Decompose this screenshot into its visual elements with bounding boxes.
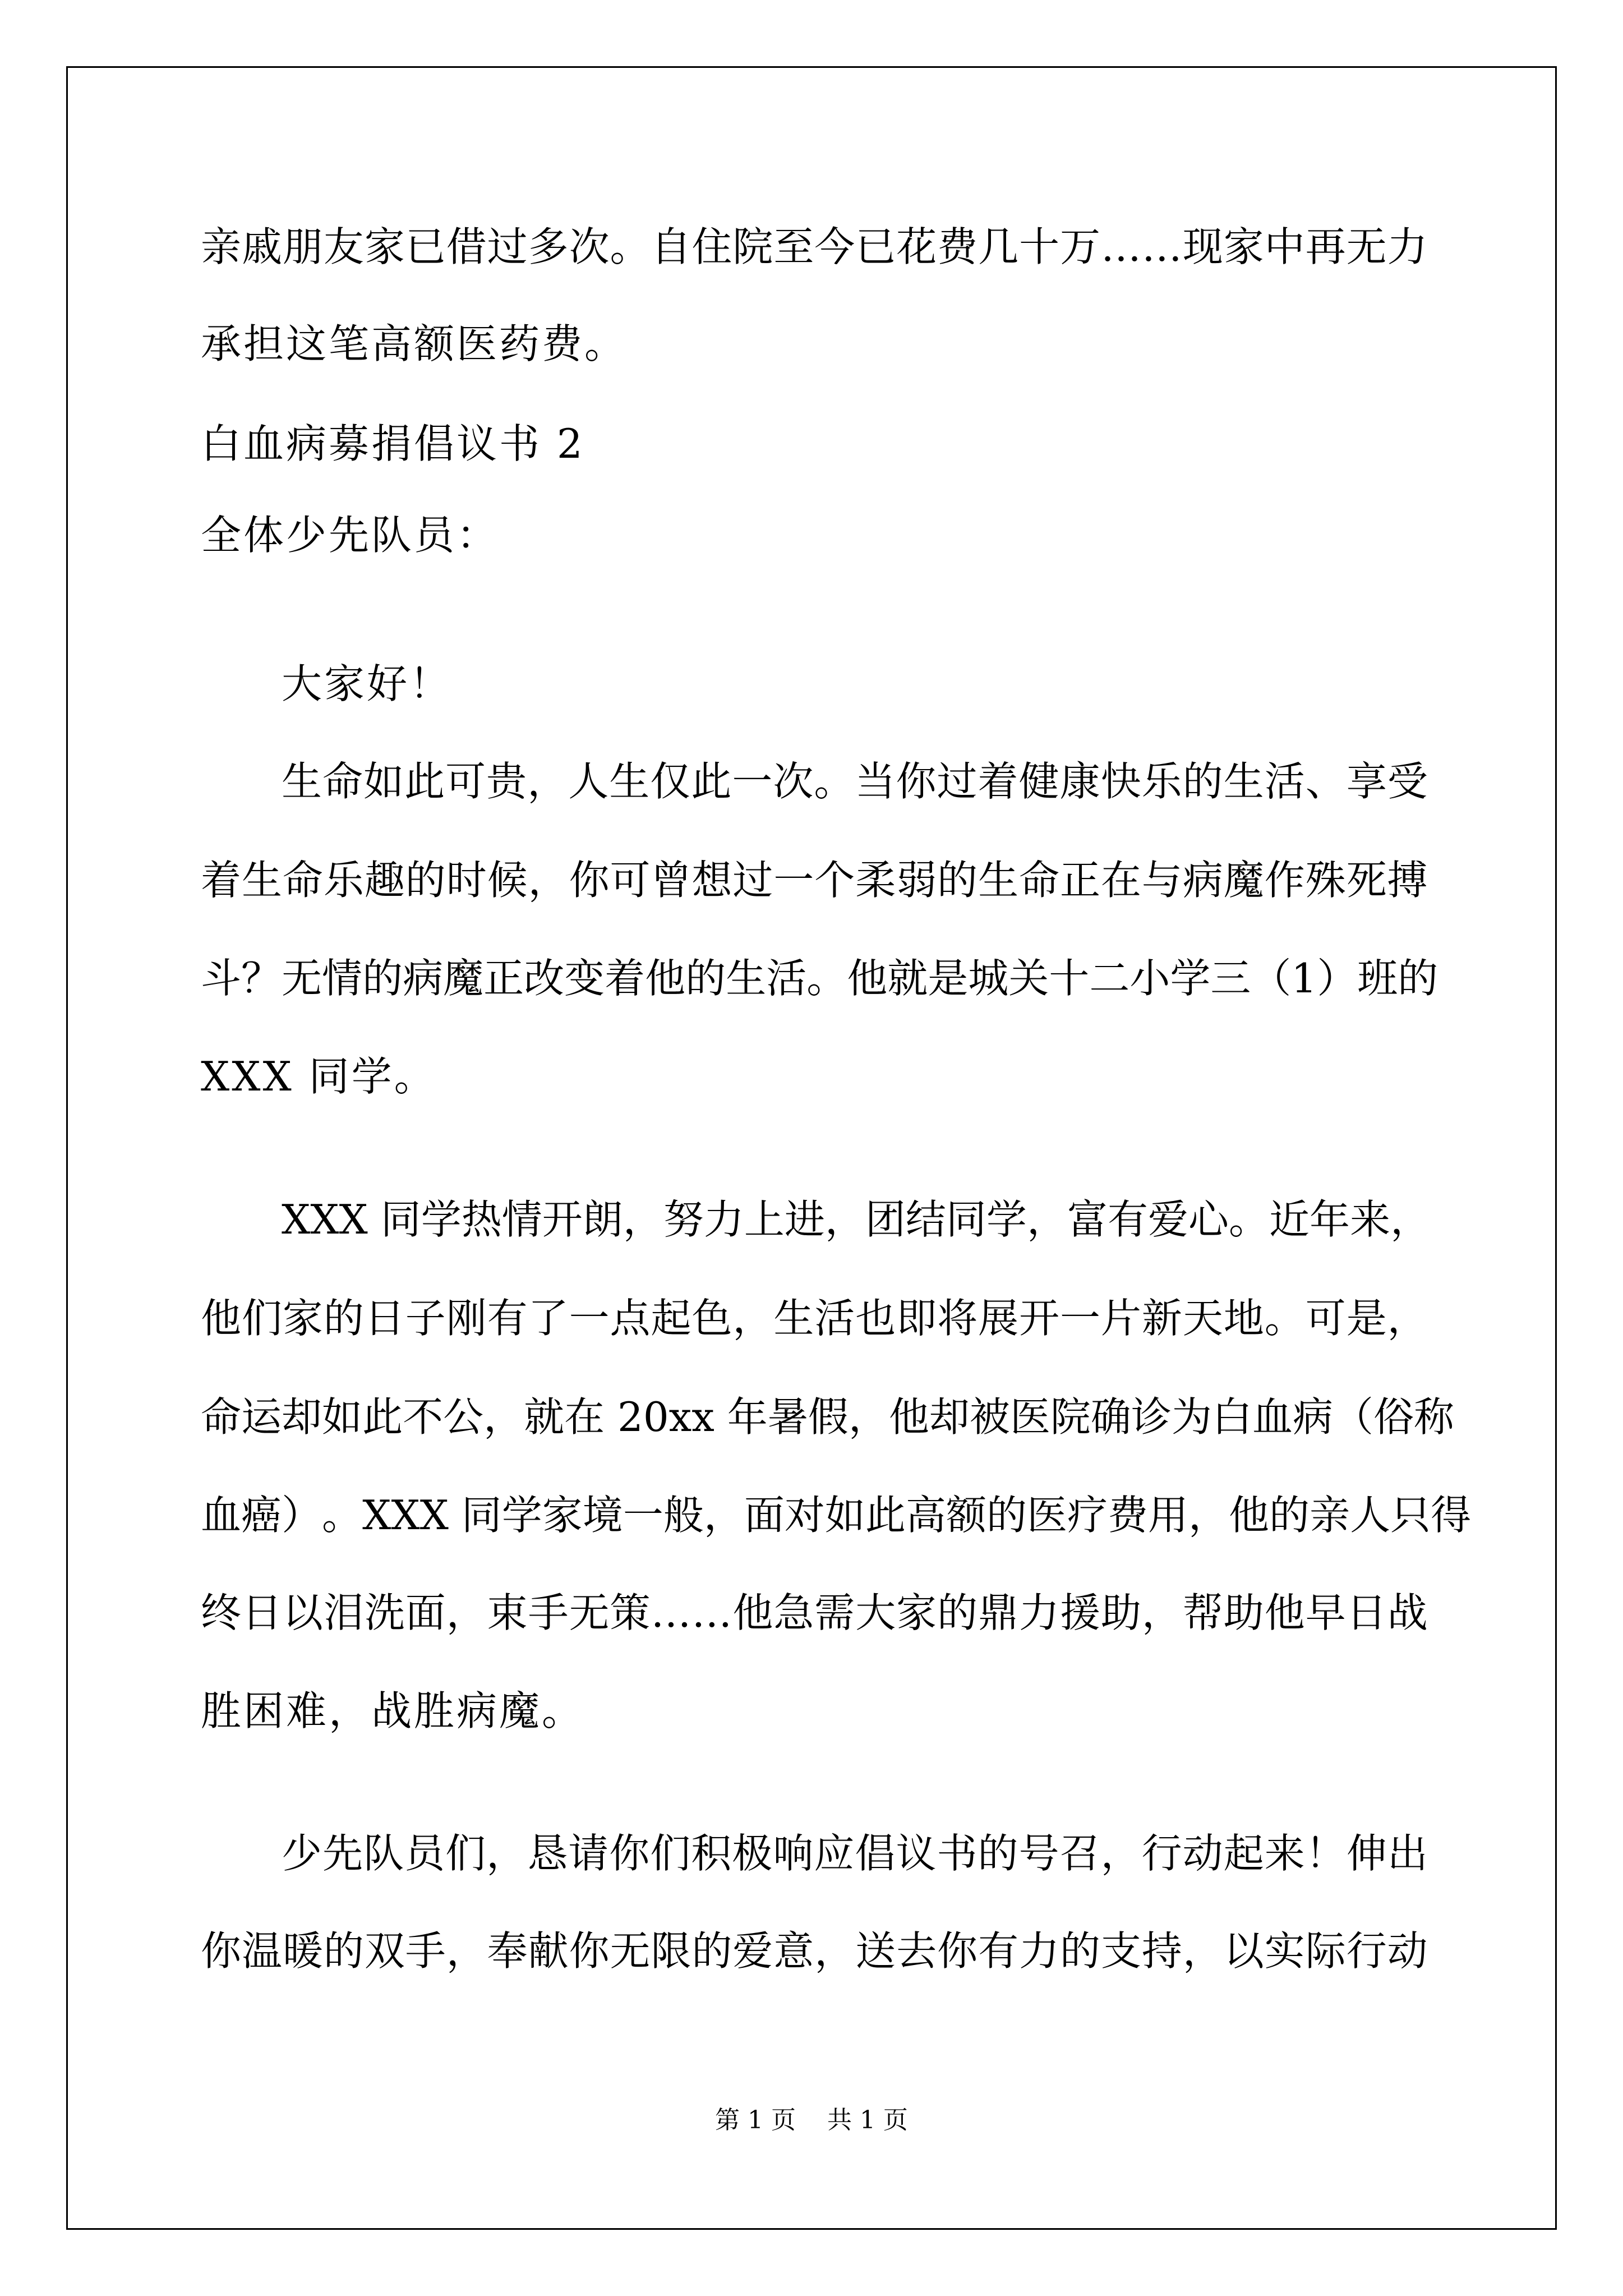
paragraph-1-line-2: 着 生 命 乐 趣 的 时 候 ， 你 可 曾 想 过 一 个 柔 弱 的 生 命 正 在 与 病 魔 作 殊 死 搏 <box>201 857 1428 904</box>
paragraph-2-line-4: 血 癌 ） 。 X X X 同 学 家 境 一 般 ， 面 对 如 此 高 额 的 医 疗 费 用 ， 他 的 亲 人 只 得 <box>201 1492 1472 1539</box>
body-line-2: 承担这笔高额医药费。 <box>201 320 628 367</box>
paragraph-2-line-1: X X X 同 学 热 情 开 朗 ， 努 力 上 进 ， 团 结 同 学 ， 富 有 爱 心 。 近 年 来 ， <box>282 1196 1431 1243</box>
page-footer: 第 1 页 共 1 页 <box>715 2106 908 2134</box>
paragraph-1-line-3: 斗 ？ 无 情 的 病 魔 正 改 变 着 他 的 生 活 。 他 就 是 城 关 十 二 小 学 三 （ 1 ） 班 的 <box>201 955 1438 1002</box>
paragraph-1-line-4: XXX 同学。 <box>201 1053 437 1100</box>
page-border <box>66 66 1557 2230</box>
paragraph-3-line-1: 少 先 队 员 们 ， 恳 请 你 们 积 极 响 应 倡 议 书 的 号 召 ， 行 动 起 来 ！ 伸 出 <box>282 1830 1428 1877</box>
paragraph-2-line-2: 他 们 家 的 日 子 刚 有 了 一 点 起 色 ， 生 活 也 即 将 展 开 一 片 新 天 地 。 可 是 ， <box>201 1295 1428 1342</box>
greeting: 大家好！ <box>282 660 453 707</box>
paragraph-2-line-3: 命 运 却 如 此 不 公 ， 就 在 2 0 x x 年 暑 假 ， 他 却 被 医 院 确 诊 为 白 血 病 （ 俗 称 <box>201 1393 1455 1441</box>
section-heading: 白血病募捐倡议书 2 <box>201 420 585 467</box>
paragraph-1-line-1: 生 命 如 此 可 贵 ， 人 生 仅 此 一 次 。 当 你 过 着 健 康 快 乐 的 生 活 、 享 受 <box>282 758 1428 805</box>
paragraph-2-line-5: 终 日 以 泪 洗 面 ， 束 手 无 策 … … 他 急 需 大 家 的 鼎 力 援 助 ， 帮 助 他 早 日 战 <box>201 1589 1428 1636</box>
body-line-1: 亲 戚 朋 友 家 已 借 过 多 次 。 自 住 院 至 今 已 花 费 几 十 万 … … 现 家 中 再 无 力 <box>201 223 1428 270</box>
paragraph-2-line-6: 胜困难，战胜病魔。 <box>201 1687 585 1734</box>
paragraph-3-line-2: 你 温 暖 的 双 手 ， 奉 献 你 无 限 的 爱 意 ， 送 去 你 有 力 的 支 持 ， 以 实 际 行 动 <box>201 1927 1428 1975</box>
salutation: 全体少先队员： <box>201 512 500 559</box>
